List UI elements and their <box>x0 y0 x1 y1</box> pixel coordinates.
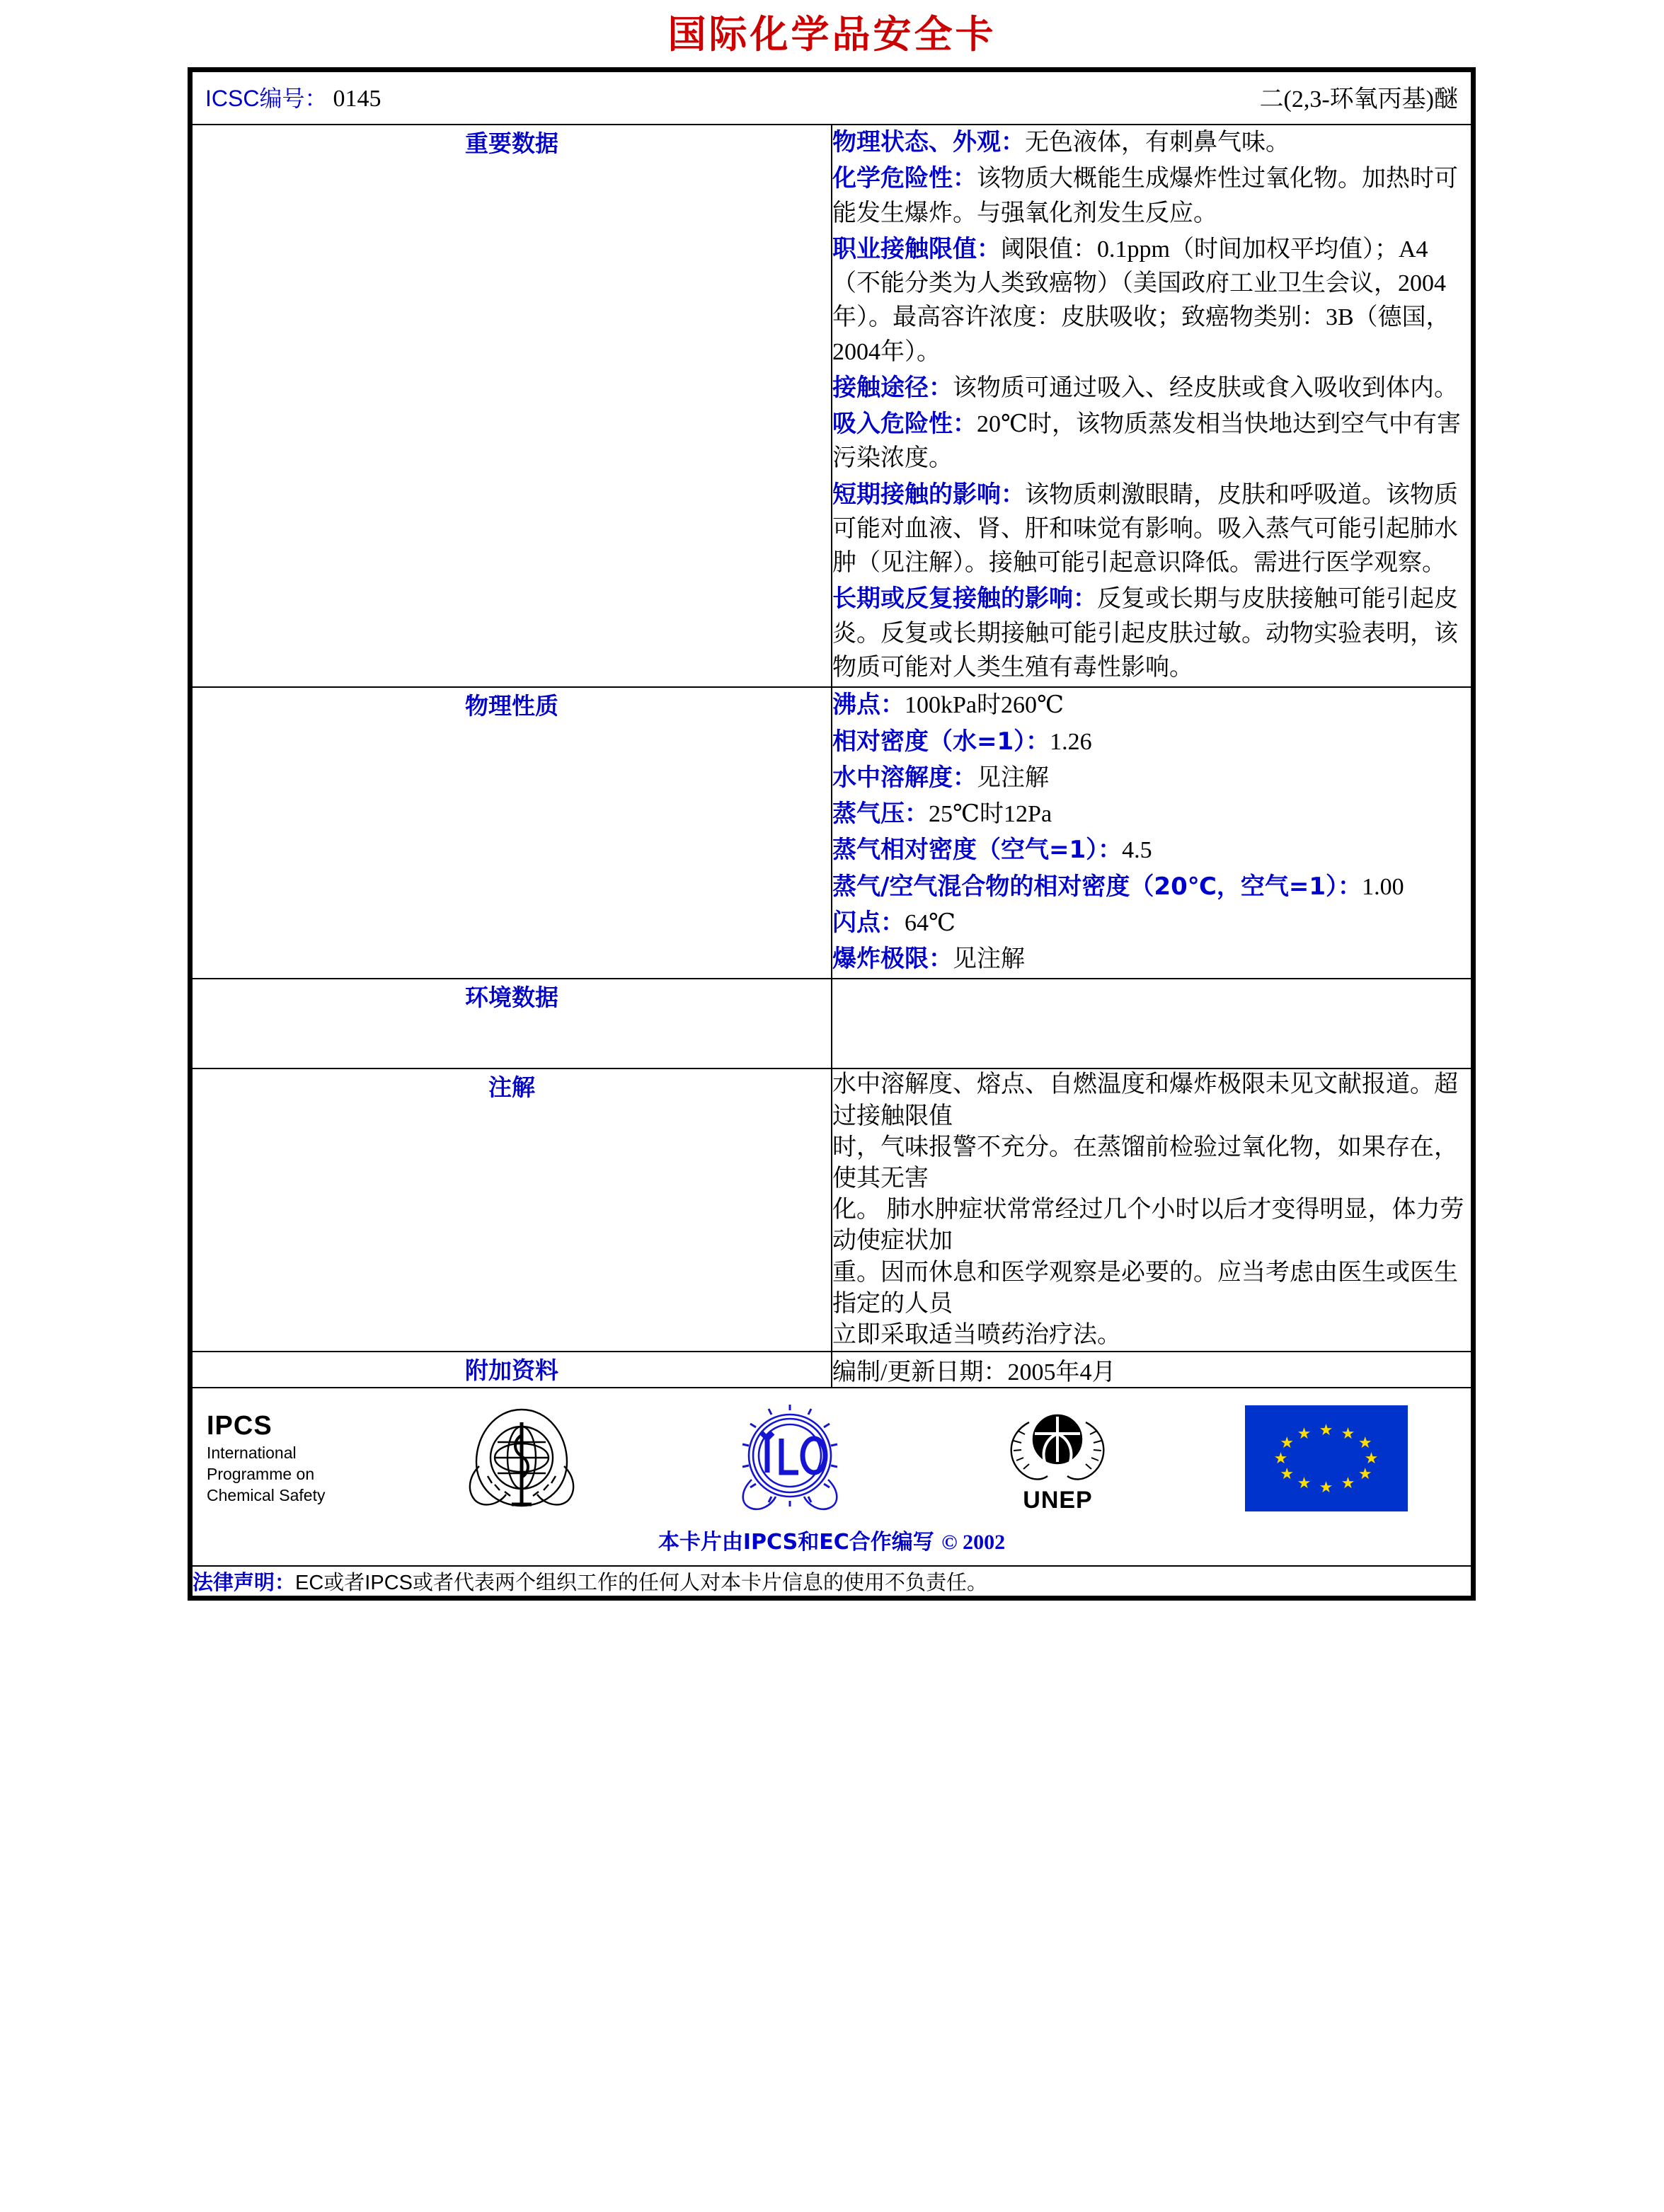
additional-info-label: 附加资料 <box>192 1352 832 1388</box>
item-text: 1.26 <box>1050 728 1092 755</box>
item-text: 无色液体，有刺鼻气味。 <box>1025 129 1290 156</box>
item-label: 短期接触的影响： <box>832 480 1025 509</box>
item-label: 物理状态、外观： <box>832 128 1025 156</box>
item-label: 长期或反复接触的影响： <box>832 584 1097 614</box>
physical-property-item <box>832 942 1471 977</box>
item-text: 阈限值：0.1ppm（时间加权平均值）；A4（不能分类为人类致癌物）（美国政府工业卫生会议，2004年）。最高容许浓度：皮肤吸收；致癌物类别：3B（德国，2004年）。 <box>832 236 1450 365</box>
important-data-row <box>192 125 1471 687</box>
ipcs-branding <box>207 1412 384 1505</box>
item-label: 职业接触限值： <box>832 234 1001 263</box>
item-text: 4.5 <box>1122 837 1152 864</box>
important-data-item <box>832 161 1471 231</box>
item-text: 见注解 <box>953 946 1025 973</box>
icsc-number-value: 0145 <box>333 85 381 112</box>
ipcs-fullname-line1: International <box>207 1443 297 1462</box>
notes-line: 重。因而休息和医学观察是必要的。应当考虑由医生或医生指定的人员 <box>832 1259 1458 1317</box>
logo-band <box>193 1388 1471 1523</box>
item-text: 20℃时，该物质蒸发相当快地达到空气中有害污染浓度。 <box>832 411 1462 472</box>
physical-property-item <box>832 761 1471 795</box>
notes-line: 时，气味报警不充分。在蒸馏前检验过氧化物，如果存在，使其无害 <box>832 1134 1458 1192</box>
item-label: 蒸气压： <box>832 800 929 829</box>
ipcs-fullname-line3: Chemical Safety <box>207 1485 326 1504</box>
notes-line: 化。 肺水肿症状常常经过几个小时以后才变得明显，体力劳动使症状加 <box>832 1197 1464 1255</box>
item-label: 接触途径： <box>832 373 953 402</box>
item-label: 爆炸极限： <box>832 945 953 974</box>
item-label: 蒸气相对密度（空气=1）： <box>832 836 1123 865</box>
unep-label: UNEP <box>1023 1487 1093 1514</box>
item-label: 化学危险性： <box>832 164 977 193</box>
legal-row <box>192 1566 1471 1596</box>
item-text: 100kPa时260℃ <box>905 692 1065 719</box>
item-label: 蒸气/空气混合物的相对密度（20℃，空气=1）： <box>832 872 1362 901</box>
credit-text: 本卡片由IPCS和EC合作编写 <box>658 1530 934 1555</box>
important-data-item <box>832 582 1471 685</box>
environmental-data-content <box>832 979 1471 1068</box>
physical-properties-label: 物理性质 <box>192 687 832 979</box>
important-data-item <box>832 407 1471 476</box>
icsc-table <box>191 71 1472 1597</box>
physical-property-item <box>832 833 1471 868</box>
notes-label: 注解 <box>192 1068 832 1352</box>
important-data-content <box>832 125 1471 687</box>
ipcs-acronym: IPCS <box>207 1411 272 1441</box>
item-text: 25℃时12Pa <box>929 801 1052 828</box>
card-header-row <box>192 71 1471 125</box>
environmental-data-row <box>192 979 1471 1068</box>
page-title: 国际化学品安全卡 <box>667 12 997 57</box>
icsc-number-block <box>205 81 381 113</box>
icsc-card <box>188 67 1476 1601</box>
important-data-item <box>832 232 1471 369</box>
physical-property-item <box>832 906 1471 940</box>
eu-flag-graphic: ★ ★ ★ ★ ★ ★ ★ ★ ★ ★ ★ ★ <box>1245 1405 1408 1511</box>
notes-line: 立即采取适当喷药治疗法。 <box>832 1321 1121 1348</box>
eu-flag <box>1195 1398 1457 1519</box>
item-text: 1.00 <box>1362 873 1404 900</box>
item-label: 沸点： <box>832 691 905 720</box>
notes-line: 水中溶解度、熔点、自燃温度和爆炸极限未见文献报道。超过接触限值 <box>832 1071 1458 1129</box>
physical-property-item <box>832 870 1471 904</box>
ilo-logo <box>659 1398 920 1519</box>
physical-properties-content <box>832 687 1471 979</box>
physical-properties-row <box>192 687 1471 979</box>
important-data-item <box>832 371 1471 405</box>
environmental-data-label: 环境数据 <box>192 979 832 1068</box>
item-text: 反复或长期与皮肤接触可能引起皮炎。反复或长期接触可能引起皮肤过敏。动物实验表明，该物质可能对人类生殖有毒性影响。 <box>832 586 1458 681</box>
legal-label: 法律声明： <box>193 1570 296 1595</box>
notes-row <box>192 1068 1471 1352</box>
additional-info-content: 编制/更新日期：2005年4月 <box>832 1352 1471 1388</box>
item-label: 吸入危险性： <box>832 410 977 439</box>
chemical-name: 二(2,3-环氧丙基)醚 <box>1259 86 1458 113</box>
icsc-number-label: ICSC编号： <box>205 85 328 111</box>
item-text: 该物质可通过吸入、经皮肤或食入吸收到体内。 <box>953 374 1458 401</box>
who-logo <box>391 1398 652 1519</box>
credit-line <box>193 1523 1471 1565</box>
item-label: 相对密度（水=1）： <box>832 727 1050 756</box>
important-data-item <box>832 125 1471 160</box>
footer-logo-row <box>192 1388 1471 1566</box>
item-text: 该物质刺激眼睛，皮肤和呼吸道。该物质可能对血液、肾、肝和味觉有影响。吸入蒸气可能引起肺水肿（见注解）。接触可能引起意识降低。需进行医学观察。 <box>832 481 1458 577</box>
copyright-text: © 2002 <box>941 1531 1006 1555</box>
notes-content <box>832 1068 1471 1352</box>
item-text: 64℃ <box>905 909 956 936</box>
additional-info-row <box>192 1352 1471 1388</box>
item-text: 见注解 <box>977 764 1049 791</box>
item-text: 该物质大概能生成爆炸性过氧化物。加热时可能发生爆炸。与强氧化剂发生反应。 <box>832 166 1458 226</box>
item-label: 水中溶解度： <box>832 763 977 792</box>
unep-logo <box>927 1398 1188 1519</box>
important-data-label: 重要数据 <box>192 125 832 687</box>
legal-notice <box>192 1566 1471 1596</box>
item-label: 闪点： <box>832 908 905 937</box>
important-data-item <box>832 478 1471 581</box>
physical-property-item <box>832 797 1471 831</box>
ipcs-fullname-line2: Programme on <box>207 1464 315 1483</box>
legal-text: EC或者IPCS或者代表两个组织工作的任何人对本卡片信息的使用不负责任。 <box>295 1572 987 1595</box>
physical-property-item <box>832 725 1471 759</box>
physical-property-item <box>832 688 1471 722</box>
